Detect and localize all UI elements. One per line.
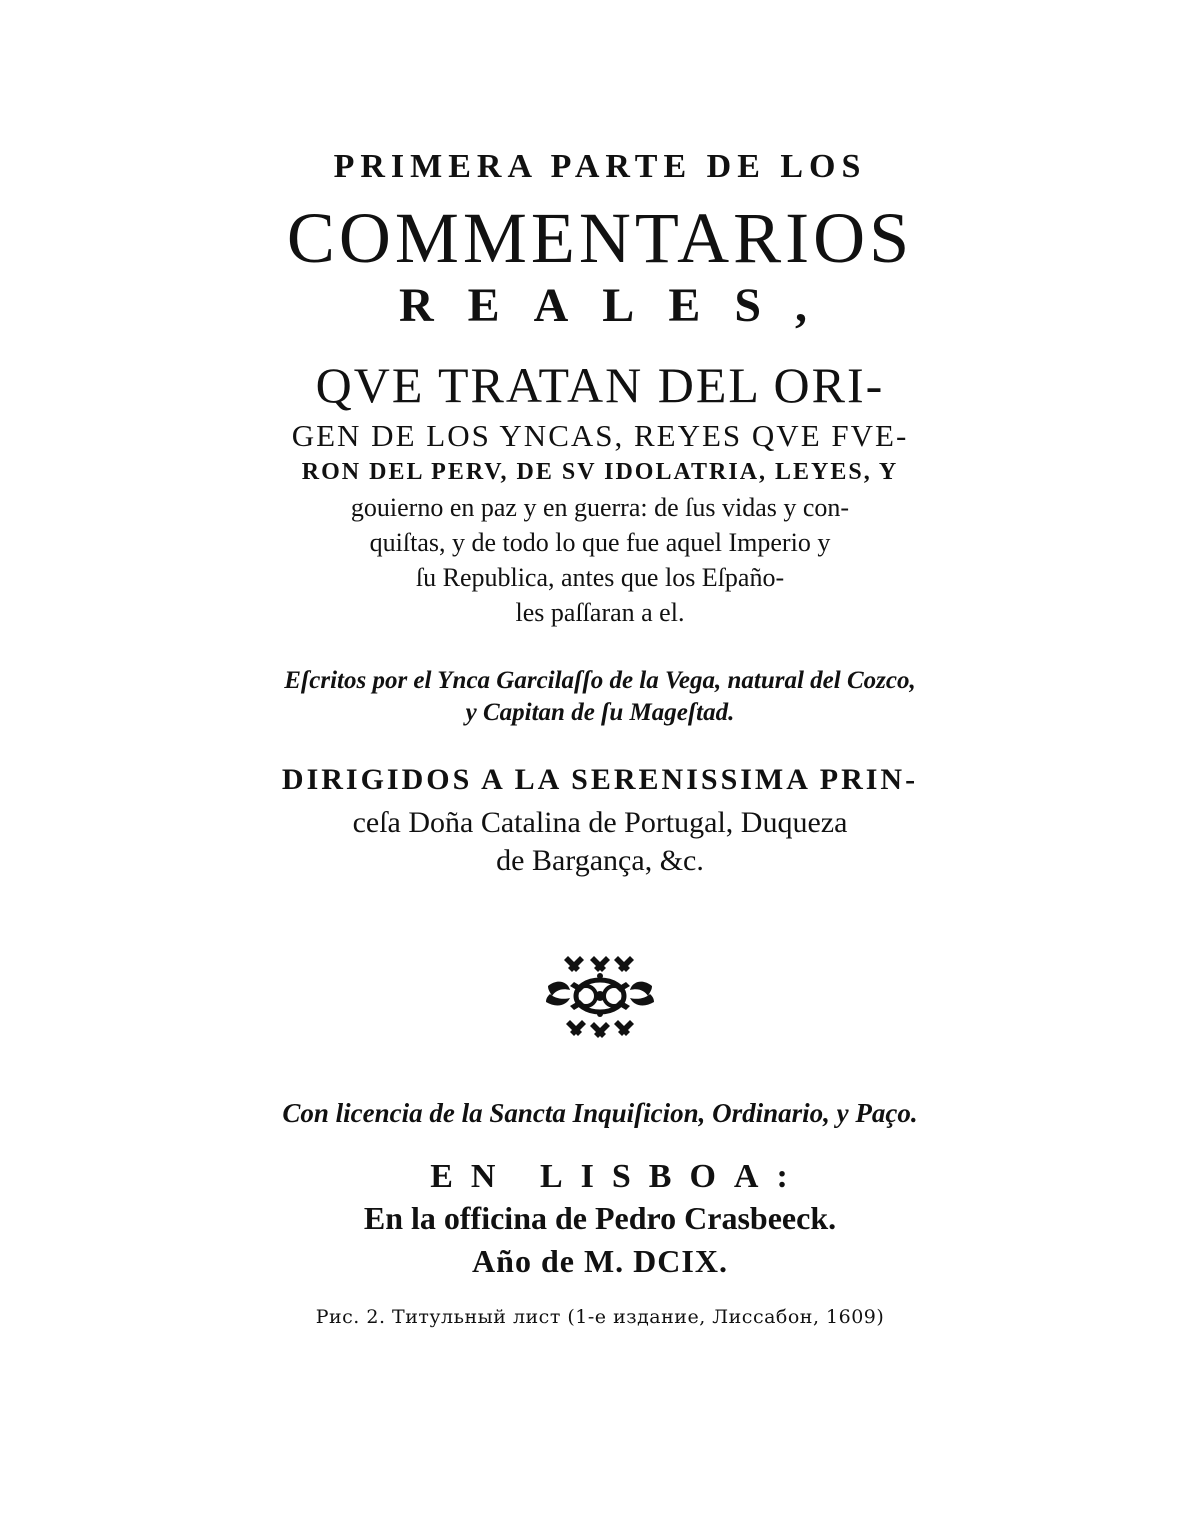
- dedication-line-3: de Bargança, &c.: [496, 844, 704, 877]
- subtitle-line-5: quiſtas, y de todo lo que fue aquel Imperio y: [369, 528, 831, 557]
- subtitle-line-3: RON DEL PERV, DE SV IDOLATRIA, LEYES, Y: [301, 459, 899, 485]
- title-primera-parte: PRIMERA PARTE DE LOS: [333, 148, 867, 185]
- dedication-line-1: DIRIGIDOS A LA SERENISSIMA PRIN-: [281, 763, 919, 796]
- author-line-2: y Capitan de ſu Mageſtad.: [465, 699, 735, 726]
- subtitle-line-7: les paſſaran a el.: [515, 598, 685, 627]
- printers-device-icon: [540, 952, 660, 1042]
- author-line-1: Eſcritos por el Ynca Garcilaſſo de la Vega, natural del Cozco,: [284, 667, 916, 694]
- imprint-printer: En la officina de Pedro Crasbeeck.: [363, 1200, 837, 1236]
- imprint-year: Año de M. DCIX.: [472, 1243, 728, 1279]
- imprint-city: EN LISBOA:: [430, 1158, 806, 1195]
- subtitle-line-2: GEN DE LOS YNCAS, REYES QVE FVE-: [291, 418, 909, 453]
- subtitle-line-6: ſu Republica, antes que los Eſpaño-: [415, 563, 785, 592]
- dedication-line-2: ceſa Doña Catalina de Portugal, Duqueza: [352, 806, 848, 839]
- subtitle-line-4: gouierno en paz y en guerra: de ſus vidas y con-: [350, 493, 850, 522]
- figure-caption: Рис. 2. Титульный лист (1-е издание, Лиссабон, 1609): [315, 1306, 885, 1328]
- subtitle-line-1: QVE TRATAN DEL ORI-: [315, 357, 885, 413]
- title-commentarios: COMMENTARIOS: [286, 198, 914, 278]
- title-reales: REALES,: [398, 279, 842, 332]
- licence-line: Con licencia de la Sancta Inquiſicion, Ordinario, y Paço.: [282, 1098, 918, 1128]
